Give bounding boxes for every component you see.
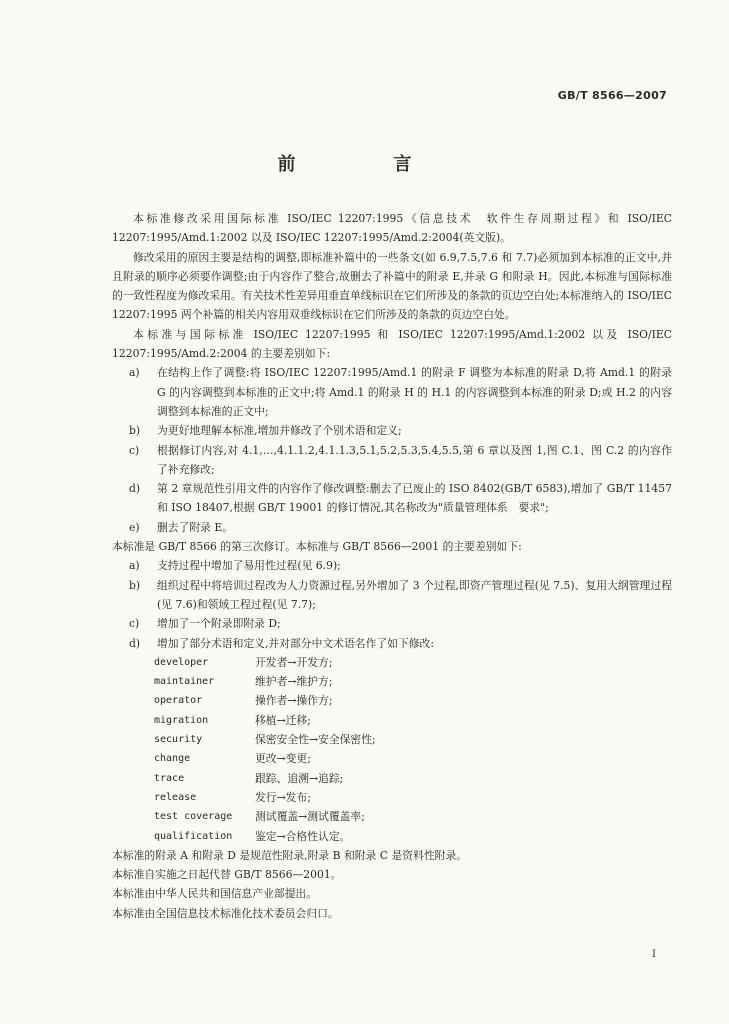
term-row [154,711,672,730]
list-item-label: a) [129,366,140,380]
term-chinese: 移植→迁移; [255,713,311,727]
term-english: release [154,791,197,803]
revision-list [112,556,672,652]
list-item [112,614,672,633]
paragraph: 本标准与国际标准 ISO/IEC 12207:1995 和 ISO/IEC 12207:1995/Amd.1:2002 以及 ISO/IEC 12207:1995/Amd.2:2004 的主要差别如下: [112,327,672,361]
paragraph: 本标准的附录 A 和附录 D 是规范性附录,附录 B 和附录 C 是资料性附录。 [112,848,468,862]
list-item-label: b) [129,578,141,592]
term-chinese: 保密安全性→安全保密性; [255,733,376,747]
list-item-label: b) [129,424,141,438]
term-row [154,749,672,768]
term-chinese: 测试覆盖→测试覆盖率; [255,810,365,824]
list-item-label: c) [129,443,140,457]
list-item-text: 在结构上作了调整:将 ISO/IEC 12207:1995/Amd.1 的附录 F 调整为本标准的附录 D,将 Amd.1 的附录 G 的内容调整到本标准的正文中;将 Amd.1 的附录 H 的 H.1 的内容调整到本标准的附录 D;或 H.2 的内容调整到本标准的正文中; [157,366,672,418]
list-item [112,556,672,575]
term-chinese: 开发者→开发方; [255,655,333,669]
paragraph: 本标准由中华人民共和国信息产业部提出。 [112,887,318,901]
list-item-text: 组织过程中将培训过程改为人力资源过程,另外增加了 3 个过程,即资产管理过程(见 7.5)、复用大纲管理过程(见 7.6)和领域工程过程(见 7.7); [157,578,672,611]
term-chinese: 跟踪、追溯→追踪; [255,771,344,785]
term-row [154,827,672,846]
list-item-text: 增加了一个附录即附录 D; [157,617,281,631]
term-row [154,788,672,807]
term-chinese: 鉴定→合格性认定。 [255,829,351,843]
paragraph: 本标准自实施之日起代替 GB/T 8566—2001。 [112,868,342,882]
document-body [112,209,672,923]
list-item-label: a) [129,559,140,573]
list-item [112,363,672,421]
list-item-label: c) [129,617,140,631]
page-number: I [652,949,656,960]
term-english: test coverage [154,811,233,823]
term-row [154,653,672,672]
list-item-text: 为更好地理解本标准,增加并修改了个别术语和定义; [157,424,402,438]
list-item-text: 删去了附录 E。 [157,520,234,534]
differences-list [112,363,672,537]
term-english: security [154,734,203,746]
list-item [112,479,672,518]
paragraph: 本标准修改采用国际标准 ISO/IEC 12207:1995《信息技术 软件生存周期过程》和 ISO/IEC 12207:1995/Amd.1:2002 以及 ISO/IEC 12207:1995/Amd.2:2004(英文版)。 [112,212,672,245]
list-item-label: d) [129,636,141,650]
list-item [112,441,672,480]
list-item [112,576,672,615]
terms-list [154,653,672,846]
term-chinese: 发行→发布; [255,790,311,804]
term-english: change [154,753,191,765]
term-english: maintainer [154,676,215,688]
term-english: qualification [154,830,233,842]
term-chinese: 更改→变更; [255,752,311,766]
term-row [154,672,672,691]
paragraph: 本标准由全国信息技术标准化技术委员会归口。 [112,906,339,920]
term-english: migration [154,714,209,726]
term-row [154,807,672,826]
list-item-label: e) [129,520,140,534]
standard-code: GB/T 8566—2007 [557,89,667,102]
list-item [112,421,672,440]
term-english: developer [154,656,209,668]
list-item-text: 支持过程中增加了易用性过程(见 6.9); [157,559,341,573]
list-item-label: d) [129,482,141,496]
term-chinese: 操作者→操作方; [255,694,333,708]
list-item-text: 第 2 章规范性引用文件的内容作了修改调整:删去了已废止的 ISO 8402(GB/T 6583),增加了 GB/T 11457 和 ISO 18407,根据 GB/T 19001 的修订情况,其名称改为"质量管理体系 要求"; [157,482,672,515]
term-row [154,691,672,710]
page-title: 前 言 [277,154,452,175]
term-chinese: 维护者→维护方; [255,675,333,689]
term-english: operator [154,695,203,707]
list-item [112,634,672,653]
list-item-text: 增加了部分术语和定义,并对部分中文术语名作了如下修改: [157,636,434,650]
term-english: trace [154,772,185,784]
paragraph: 本标准是 GB/T 8566 的第三次修订。本标准与 GB/T 8566—2001 的主要差别如下: [112,540,522,554]
list-item [112,518,672,537]
term-row [154,730,672,749]
paragraph: 修改采用的原因主要是结构的调整,即标准补篇中的一些条文(如 6.9,7.5,7.6 和 7.7)必须加到本标准的正文中,并且附录的顺序必须要作调整;由于内容作了整合,故删去了补篇中的附录 E,并录 G 和附录 H。因此,本标准与国际标准的一致性程度为修改采用。有关技术性差异用垂直单线标识在它们所涉及的条款的页边空白处;本标准纳入的 ISO/IEC 12207:1995 两个补篇的相关内容用双垂线标识在它们所涉及的条款的页边空白处。 [112,250,672,322]
list-item-text: 根据修订内容,对 4.1,…,4.1.1.2,4.1.1.3,5.1,5.2,5.3,5.4,5.5,第 6 章以及图 1,图 C.1、图 C.2 的内容作了补充修改; [157,443,672,476]
term-row [154,769,672,788]
